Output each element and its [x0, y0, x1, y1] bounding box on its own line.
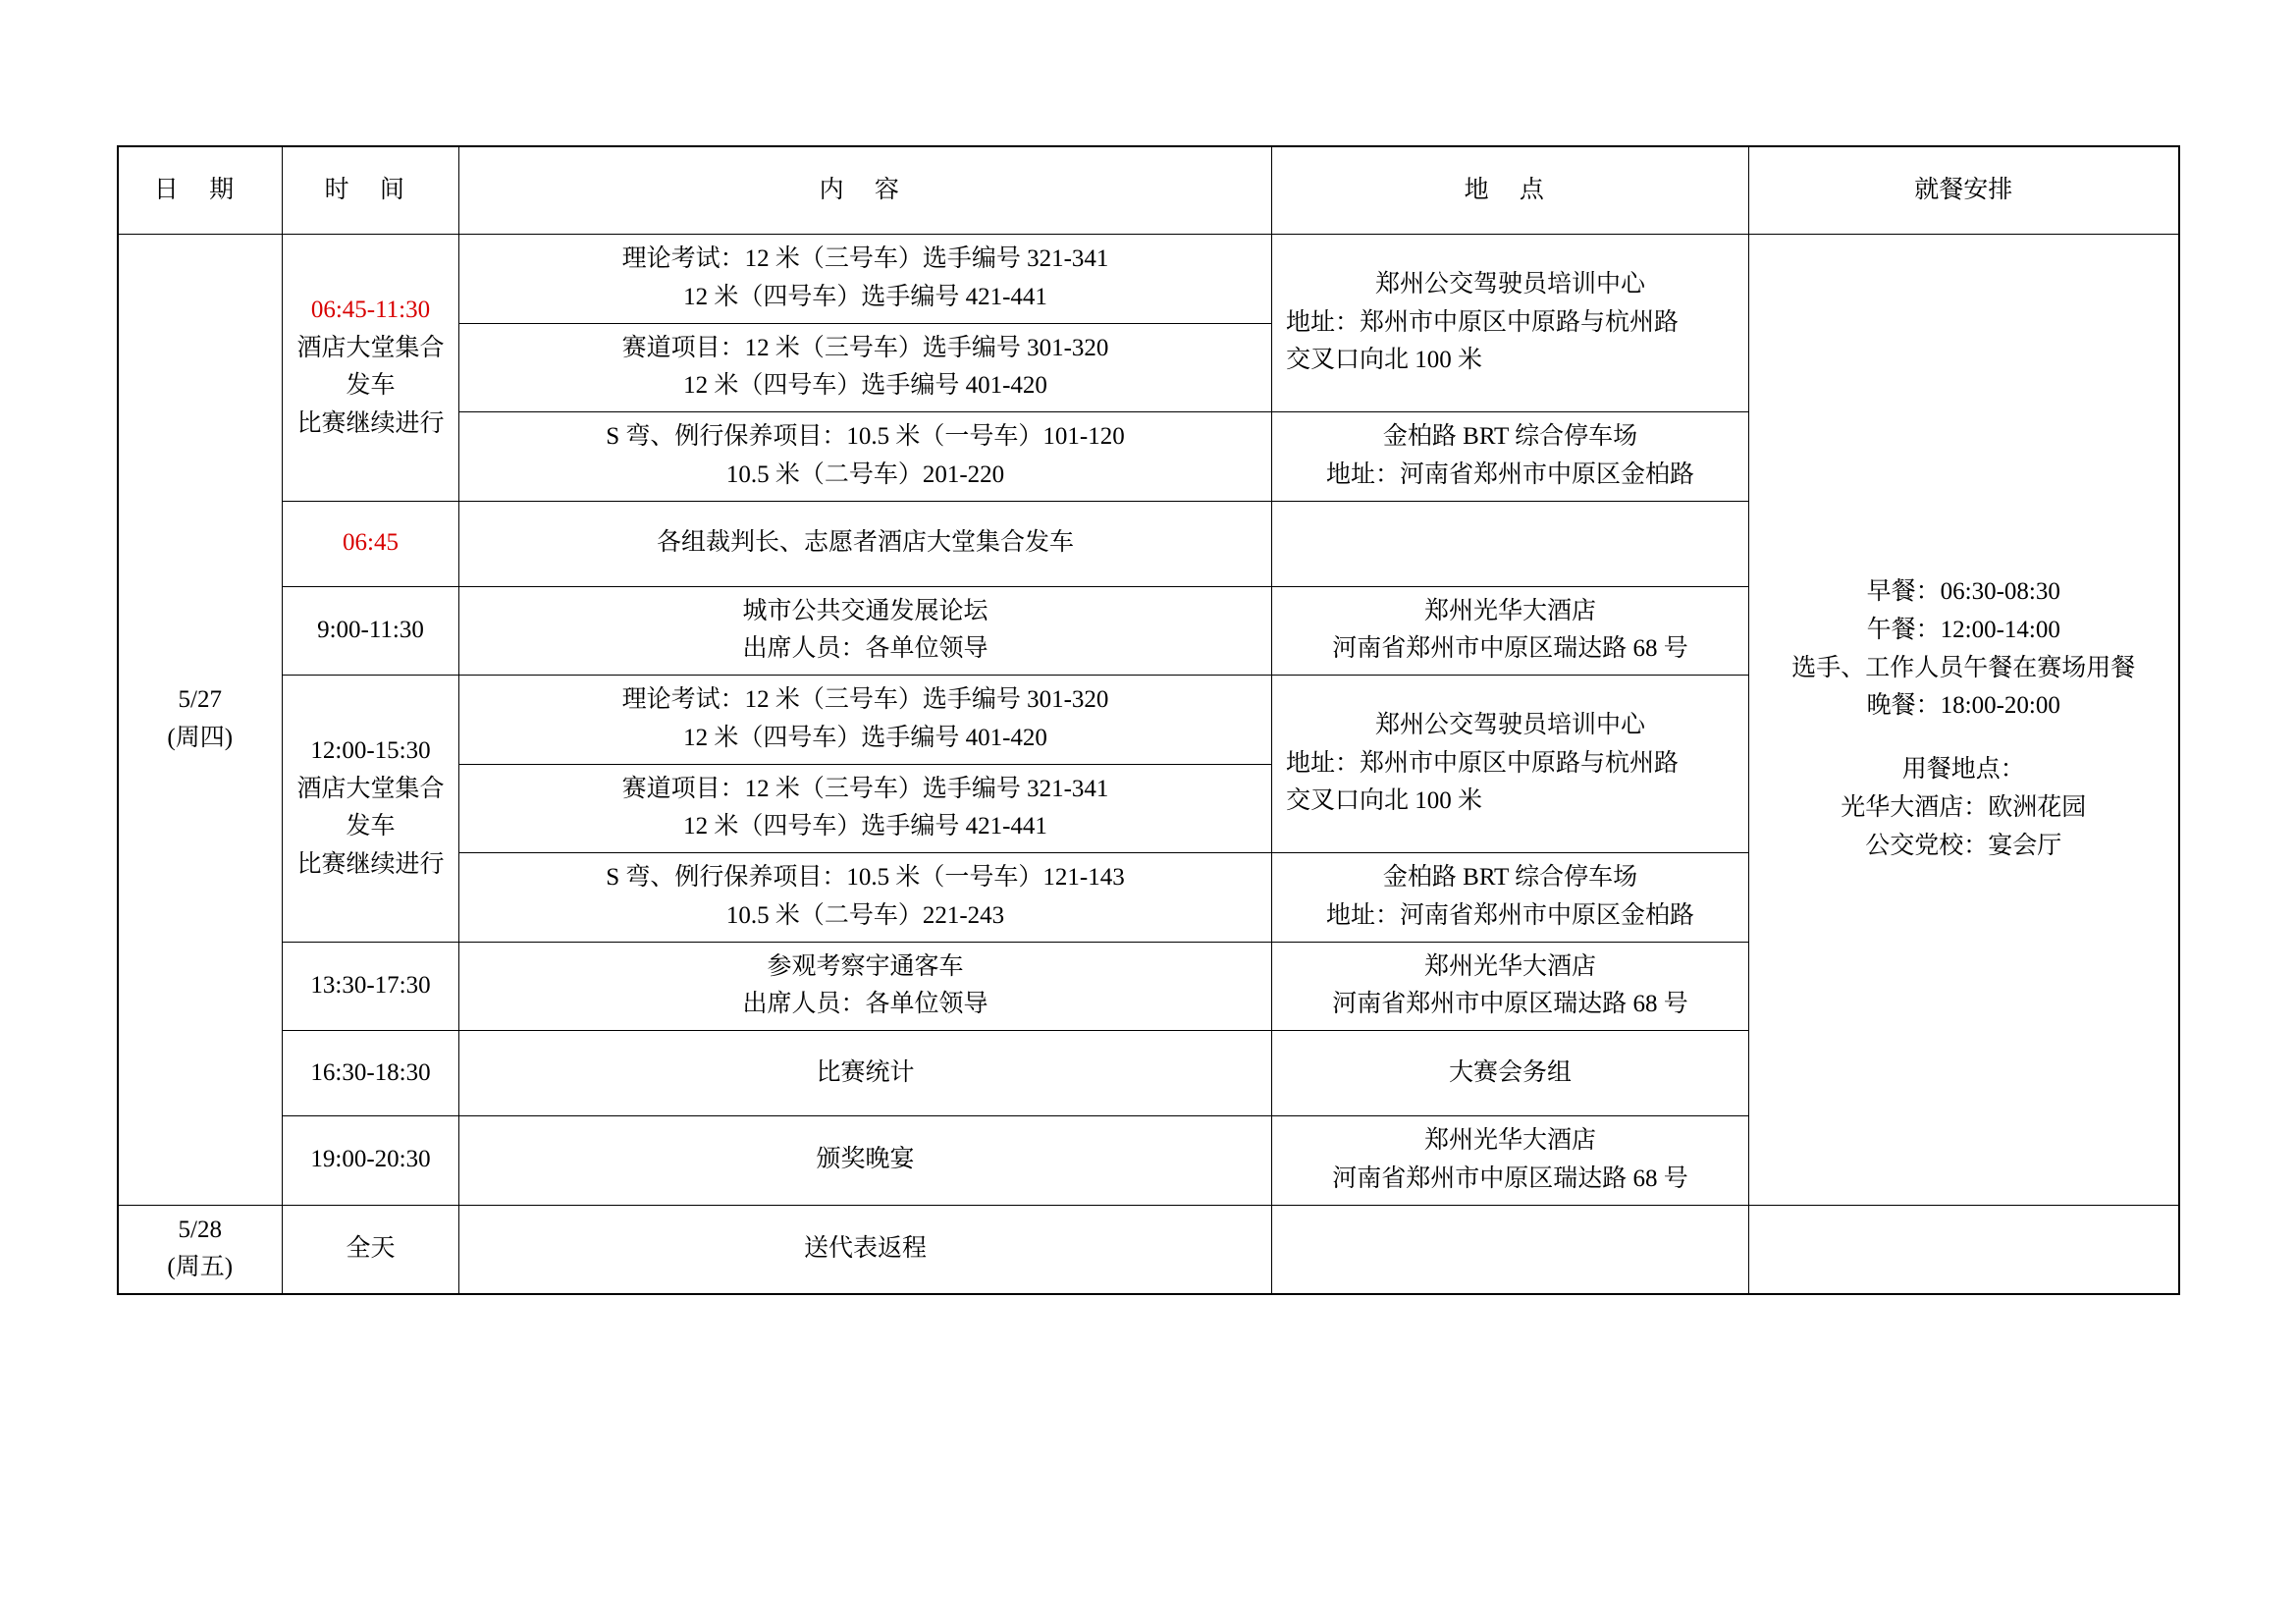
content-cell-sbend-pm: [459, 853, 1272, 943]
content-line-2: 12 米（四号车）选手编号 421-441: [683, 813, 1047, 840]
content-line-1: 理论考试：12 米（三号车）选手编号 321-341: [621, 245, 1109, 272]
column-header-time: 时 间: [283, 146, 459, 235]
place-line-2: 河南省郑州市中原区瑞达路 68 号: [1332, 635, 1688, 663]
time-note-1: 酒店大堂集合: [296, 334, 445, 361]
place-line-2: 地址：河南省郑州市中原区金柏路: [1325, 460, 1694, 488]
time-cell-morning-block: [283, 235, 459, 502]
meal-line-dinner: 晚餐：18:00-20:00: [1866, 692, 2060, 720]
time-note-1: 酒店大堂集合: [296, 775, 445, 802]
content-line-1: 参观考察宇通客车: [767, 952, 964, 980]
place-cell-organizing-group: 大赛会务组: [1272, 1031, 1749, 1116]
place-cell-guanghua-hotel-visit: [1272, 942, 1749, 1031]
table-body: [118, 235, 2179, 1295]
place-line-1: 郑州光华大酒店: [1423, 597, 1596, 624]
place-line-2: 地址：郑州市中原区中原路与杭州路: [1286, 308, 1680, 336]
content-line-1: 赛道项目：12 米（三号车）选手编号 301-320: [621, 334, 1109, 361]
time-cell-1330-1730: 13:30-17:30: [283, 942, 459, 1031]
table-header: [118, 146, 2179, 235]
place-line-1: 郑州光华大酒店: [1423, 1127, 1596, 1154]
time-range-highlight: 06:45-11:30: [310, 296, 431, 323]
place-line-1: 郑州公交驾驶员培训中心: [1374, 270, 1645, 298]
column-header-meal: 就餐安排: [1749, 146, 2179, 235]
content-line-1: 理论考试：12 米（三号车）选手编号 301-320: [621, 686, 1109, 713]
time-cell-all-day: 全天: [283, 1205, 459, 1294]
time-note-2: 发车: [346, 813, 396, 840]
content-line-2: 12 米（四号车）选手编号 401-420: [683, 724, 1047, 751]
content-cell-sbend-am: [459, 412, 1272, 502]
content-line-2: 10.5 米（二号车）201-220: [725, 460, 1005, 488]
header-row: [118, 146, 2179, 235]
place-line-2: 地址：郑州市中原区中原路与杭州路: [1286, 749, 1680, 777]
place-cell-training-center-am: [1272, 235, 1749, 412]
content-cell-track-pm: [459, 764, 1272, 853]
content-line-1: 赛道项目：12 米（三号车）选手编号 321-341: [621, 775, 1109, 802]
place-cell-training-center-pm: [1272, 676, 1749, 853]
place-line-1: 金柏路 BRT 综合停车场: [1382, 423, 1638, 450]
place-cell-brt-parking-pm: [1272, 853, 1749, 943]
content-line-1: 城市公共交通发展论坛: [742, 597, 988, 624]
place-line-1: 郑州光华大酒店: [1423, 952, 1596, 980]
time-note-3: 比赛继续进行: [296, 851, 445, 878]
meal-line-breakfast: 早餐：06:30-08:30: [1866, 578, 2060, 606]
place-cell-empty-judges: [1272, 501, 1749, 586]
content-cell-statistics: 比赛统计: [459, 1031, 1272, 1116]
time-range: 12:00-15:30: [310, 736, 431, 764]
time-cell-afternoon-block: [283, 676, 459, 943]
content-line-2: 出席人员：各单位领导: [742, 991, 988, 1018]
content-line-2: 出席人员：各单位领导: [742, 635, 988, 663]
date-line-1: 5/27: [178, 686, 222, 713]
place-line-2: 河南省郑州市中原区瑞达路 68 号: [1332, 1164, 1688, 1192]
place-line-1: 郑州公交驾驶员培训中心: [1374, 711, 1645, 738]
place-line-2: 河南省郑州市中原区瑞达路 68 号: [1332, 991, 1688, 1018]
place-line-3: 交叉口向北 100 米: [1286, 347, 1483, 374]
meal-cell-0528: [1749, 1205, 2179, 1294]
place-cell-guanghua-hotel-banquet: [1272, 1116, 1749, 1206]
table-row: [118, 1205, 2179, 1294]
place-line-1: 金柏路 BRT 综合停车场: [1382, 864, 1638, 891]
meal-spacer: [1757, 726, 2170, 751]
place-cell-guanghua-hotel-forum: [1272, 586, 1749, 676]
meal-line-lunch: 午餐：12:00-14:00: [1866, 616, 2060, 643]
content-cell-track-am: [459, 323, 1272, 412]
column-header-place: 地 点: [1272, 146, 1749, 235]
date-line-2: (周四): [167, 724, 234, 751]
meal-line-venue-2: 公交党校：宴会厅: [1865, 832, 2062, 859]
content-cell-yutong-visit: [459, 942, 1272, 1031]
place-cell-empty-departure: [1272, 1205, 1749, 1294]
table-row: [118, 235, 2179, 324]
time-cell-1630-1830: 16:30-18:30: [283, 1031, 459, 1116]
meal-line-lunch-note: 选手、工作人员午餐在赛场用餐: [1791, 654, 2136, 681]
time-cell-1900-2030: 19:00-20:30: [283, 1116, 459, 1206]
column-header-content: 内 容: [459, 146, 1272, 235]
date-line-1: 5/28: [178, 1216, 222, 1243]
content-cell-theory-exam-am: [459, 235, 1272, 324]
time-cell-0900-1130: 9:00-11:30: [283, 586, 459, 676]
place-line-3: 交叉口向北 100 米: [1286, 787, 1483, 815]
content-cell-forum: [459, 586, 1272, 676]
content-line-2: 12 米（四号车）选手编号 421-441: [683, 283, 1047, 310]
date-cell-0528: [118, 1205, 283, 1294]
meal-cell-0527: [1749, 235, 2179, 1206]
content-cell-theory-exam-pm: [459, 676, 1272, 765]
place-cell-brt-parking-am: [1272, 412, 1749, 502]
time-cell-0645: 06:45: [283, 501, 459, 586]
time-note-2: 发车: [346, 372, 396, 400]
column-header-date: 日 期: [118, 146, 283, 235]
content-line-1: S 弯、例行保养项目：10.5 米（一号车）121-143: [606, 864, 1125, 891]
date-cell-0527: [118, 235, 283, 1206]
place-line-2: 地址：河南省郑州市中原区金柏路: [1325, 901, 1694, 929]
meal-line-venue-1: 光华大酒店：欧洲花园: [1841, 793, 2087, 821]
content-cell-award-banquet: 颁奖晚宴: [459, 1116, 1272, 1206]
date-line-2: (周五): [167, 1254, 234, 1281]
schedule-table: [117, 145, 2180, 1295]
content-line-2: 10.5 米（二号车）221-243: [725, 901, 1005, 929]
content-cell-departure: 送代表返程: [459, 1205, 1272, 1294]
time-note-3: 比赛继续进行: [296, 410, 445, 437]
content-line-1: S 弯、例行保养项目：10.5 米（一号车）101-120: [606, 423, 1125, 450]
meal-line-venue-title: 用餐地点：: [1901, 756, 2025, 784]
content-cell-judges-assembly: 各组裁判长、志愿者酒店大堂集合发车: [459, 501, 1272, 586]
content-line-2: 12 米（四号车）选手编号 401-420: [683, 372, 1047, 400]
